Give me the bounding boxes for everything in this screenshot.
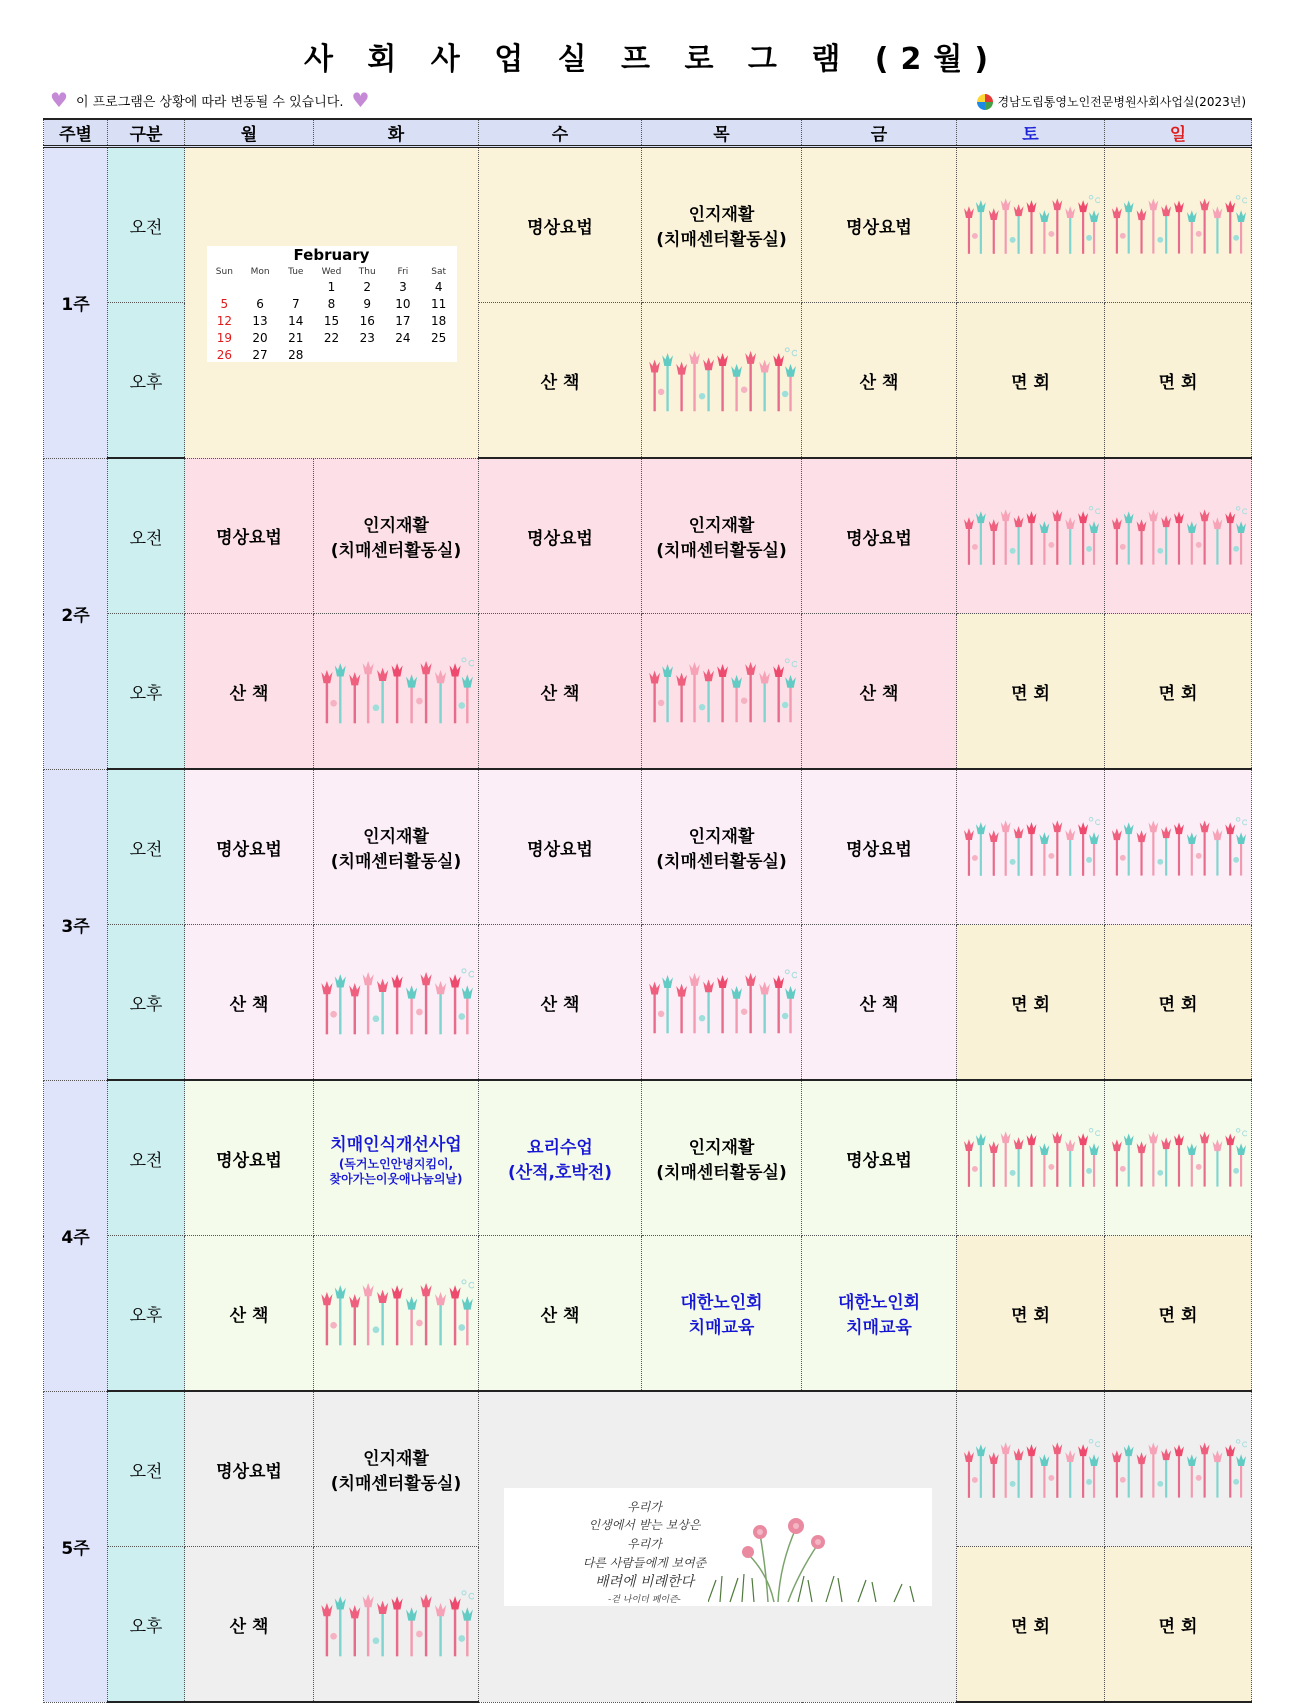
calendar-day-name: Mon [250, 266, 270, 277]
calendar-day-name: Thu [358, 266, 376, 277]
organization-name: 경남도립통영노인전문병원사회사업실(2023년) [997, 95, 1246, 109]
slot-pm: 오후 [108, 925, 185, 1081]
program-meditation: 명상요법 [185, 1080, 314, 1236]
calendar-date: 11 [431, 296, 447, 311]
notice-text: 이 프로그램은 상황에 따라 변동될 수 있습니다. [75, 94, 344, 110]
calendar-date: 2 [363, 279, 372, 294]
calendar-day-name: Tue [288, 266, 304, 277]
header-tue: 화 [314, 119, 479, 147]
tulip-image [957, 1391, 1105, 1547]
tulip-image [314, 1547, 479, 1703]
program-meditation: 명상요법 [479, 458, 642, 614]
header-thu: 목 [642, 119, 802, 147]
calendar-grid [207, 267, 457, 362]
tulip-image [314, 925, 479, 1081]
calendar-date: 10 [395, 296, 411, 311]
calendar-day-name: Wed [321, 266, 342, 277]
calendar-date: 6 [256, 296, 264, 311]
calendar-date: 28 [288, 347, 304, 362]
program-cognitive: 인지재활 (치매센터활동실) [642, 458, 802, 614]
tulip-image [642, 614, 802, 770]
calendar-date: 27 [252, 347, 268, 362]
flower-illustration [708, 1514, 928, 1604]
program-walk: 산 책 [479, 1236, 642, 1392]
tulip-image [957, 769, 1105, 925]
week4-pm-row [44, 1236, 1252, 1392]
program-cognitive: 인지재활 (치매센터활동실) [314, 458, 479, 614]
calendar-date: 26 [216, 347, 232, 362]
calendar-day-name: Sat [431, 266, 447, 277]
program-walk: 산 책 [802, 925, 957, 1081]
program-walk: 산 책 [185, 1236, 314, 1392]
calendar-date: 4 [434, 279, 443, 294]
calendar-date: 8 [327, 296, 336, 311]
calendar-date: 7 [291, 296, 300, 311]
program-meditation: 명상요법 [802, 147, 957, 303]
tulip-image [1105, 1080, 1252, 1236]
program-dementia-awareness: 치매인식개선사업 (독거노인안녕지킴이, 찾아가는이웃애나눔의날) [314, 1080, 479, 1236]
slot-am: 오전 [108, 147, 185, 303]
quote-artwork-cell [479, 1391, 957, 1702]
week1-am-row [44, 147, 1252, 303]
calendar-date: 19 [216, 330, 232, 345]
calendar-date: 5 [220, 296, 229, 311]
tulip-image [1105, 1391, 1252, 1547]
calendar-date [349, 348, 385, 362]
week-label: 3주 [44, 769, 108, 1080]
program-visit: 면 회 [957, 925, 1105, 1081]
program-visit: 면 회 [957, 614, 1105, 770]
calendar-cell [185, 147, 479, 459]
program-cognitive: 인지재활 (치매센터활동실) [642, 147, 802, 303]
header-sun: 일 [1105, 119, 1252, 147]
program-cooking: 요리수업 (산적,호박전) [479, 1080, 642, 1236]
program-visit: 면 회 [1105, 925, 1252, 1081]
program-cognitive: 인지재활 (치매센터활동실) [314, 769, 479, 925]
header-fri: 금 [802, 119, 957, 147]
program-senior-association: 대한노인회 치매교육 [642, 1236, 802, 1392]
program-meditation: 명상요법 [185, 458, 314, 614]
calendar-date: 22 [323, 330, 340, 345]
calendar-date: 3 [399, 279, 407, 294]
calendar-date: 18 [431, 313, 447, 328]
program-cognitive: 인지재활 (치매센터활동실) [314, 1391, 479, 1547]
slot-am: 오전 [108, 458, 185, 614]
slot-pm: 오후 [108, 1236, 185, 1392]
week3-am-row [44, 769, 1252, 925]
tulip-image [957, 1080, 1105, 1236]
calendar-day-name: Fri [397, 266, 409, 277]
week-label: 2주 [44, 458, 108, 769]
heart-icon: ♥ [50, 88, 68, 112]
program-visit: 면 회 [1105, 614, 1252, 770]
tulip-image [314, 614, 479, 770]
header-row [44, 119, 1252, 147]
calendar-date: 13 [252, 313, 268, 328]
program-meditation: 명상요법 [479, 769, 642, 925]
tulip-image [314, 1236, 479, 1392]
calendar-date [421, 348, 457, 362]
program-meditation: 명상요법 [802, 458, 957, 614]
week-label: 1주 [44, 147, 108, 459]
tulip-image [642, 925, 802, 1081]
program-walk: 산 책 [479, 925, 642, 1081]
program-visit: 면 회 [1105, 1547, 1252, 1703]
header-wed: 수 [479, 119, 642, 147]
program-walk: 산 책 [802, 303, 957, 459]
schedule-table [43, 118, 1252, 1703]
program-visit: 면 회 [1105, 303, 1252, 459]
program-visit: 면 회 [1105, 1236, 1252, 1392]
calendar-date: 17 [395, 313, 411, 328]
tulip-image [642, 303, 802, 459]
calendar-date [207, 280, 243, 294]
calendar-date: 20 [252, 330, 268, 345]
slot-am: 오전 [108, 1391, 185, 1547]
calendar-month: February [293, 245, 370, 264]
week-label: 4주 [44, 1080, 108, 1391]
header-slot: 구분 [108, 119, 185, 147]
program-walk: 산 책 [185, 1547, 314, 1703]
program-walk: 산 책 [479, 614, 642, 770]
organization [977, 93, 1246, 110]
calendar-date [385, 348, 421, 362]
program-meditation: 명상요법 [185, 1391, 314, 1547]
week2-am-row [44, 458, 1252, 614]
calendar-date: 15 [323, 313, 340, 328]
heart-icon: ♥ [351, 88, 370, 112]
calendar-date: 14 [288, 313, 304, 328]
program-walk: 산 책 [185, 925, 314, 1081]
program-walk: 산 책 [479, 303, 642, 459]
week3-pm-row [44, 925, 1252, 1081]
notice [50, 90, 369, 110]
calendar-date: 23 [359, 330, 375, 345]
calendar-date: 16 [359, 313, 375, 328]
program-visit: 면 회 [957, 1236, 1105, 1392]
slot-am: 오전 [108, 769, 185, 925]
slot-am: 오전 [108, 1080, 185, 1236]
quote-text: 우리가 인생에서 받는 보상은 우리가 다른 사람들에게 보여준 배려에 비례한다 -걷 나이더 페이즌- [582, 1499, 707, 1605]
calendar-date [314, 348, 350, 362]
calendar-date: 1 [327, 279, 336, 294]
page-title: 사 회 사 업 실 프 로 그 램 (2월) [303, 42, 1001, 77]
program-cognitive: 인지재활 (치매센터활동실) [642, 769, 802, 925]
week5-am-row [44, 1391, 1252, 1547]
week4-am-row [44, 1080, 1252, 1236]
calendar-day-name: Sun [215, 266, 233, 277]
slot-pm: 오후 [108, 614, 185, 770]
program-meditation: 명상요법 [802, 1080, 957, 1236]
tulip-image [1105, 458, 1252, 614]
slot-pm: 오후 [108, 303, 185, 459]
tulip-image [957, 147, 1105, 303]
program-senior-association: 대한노인회 치매교육 [802, 1236, 957, 1392]
program-meditation: 명상요법 [802, 769, 957, 925]
program-walk: 산 책 [802, 614, 957, 770]
program-meditation: 명상요법 [185, 769, 314, 925]
tulip-image [1105, 147, 1252, 303]
program-visit: 면 회 [957, 303, 1105, 459]
slot-pm: 오후 [108, 1547, 185, 1703]
calendar-date [242, 280, 278, 294]
calendar-date: 9 [363, 296, 372, 311]
program-visit: 면 회 [957, 1547, 1105, 1703]
calendar-date: 24 [395, 330, 411, 345]
program-walk: 산 책 [185, 614, 314, 770]
calendar-date [278, 280, 314, 294]
quote-artwork [504, 1488, 932, 1606]
program-meditation: 명상요법 [479, 147, 642, 303]
program-cognitive: 인지재활 (치매센터활동실) [642, 1080, 802, 1236]
header-sat: 토 [957, 119, 1105, 147]
hospital-logo-icon [977, 94, 993, 110]
calendar-date: 21 [288, 330, 304, 345]
calendar-date: 12 [216, 313, 232, 328]
header-mon: 월 [185, 119, 314, 147]
tulip-image [957, 458, 1105, 614]
calendar-date: 25 [431, 330, 447, 345]
february-calendar [207, 246, 457, 362]
header-week: 주별 [44, 119, 108, 147]
week2-pm-row [44, 614, 1252, 770]
tulip-image [1105, 769, 1252, 925]
week-label: 5주 [44, 1391, 108, 1702]
